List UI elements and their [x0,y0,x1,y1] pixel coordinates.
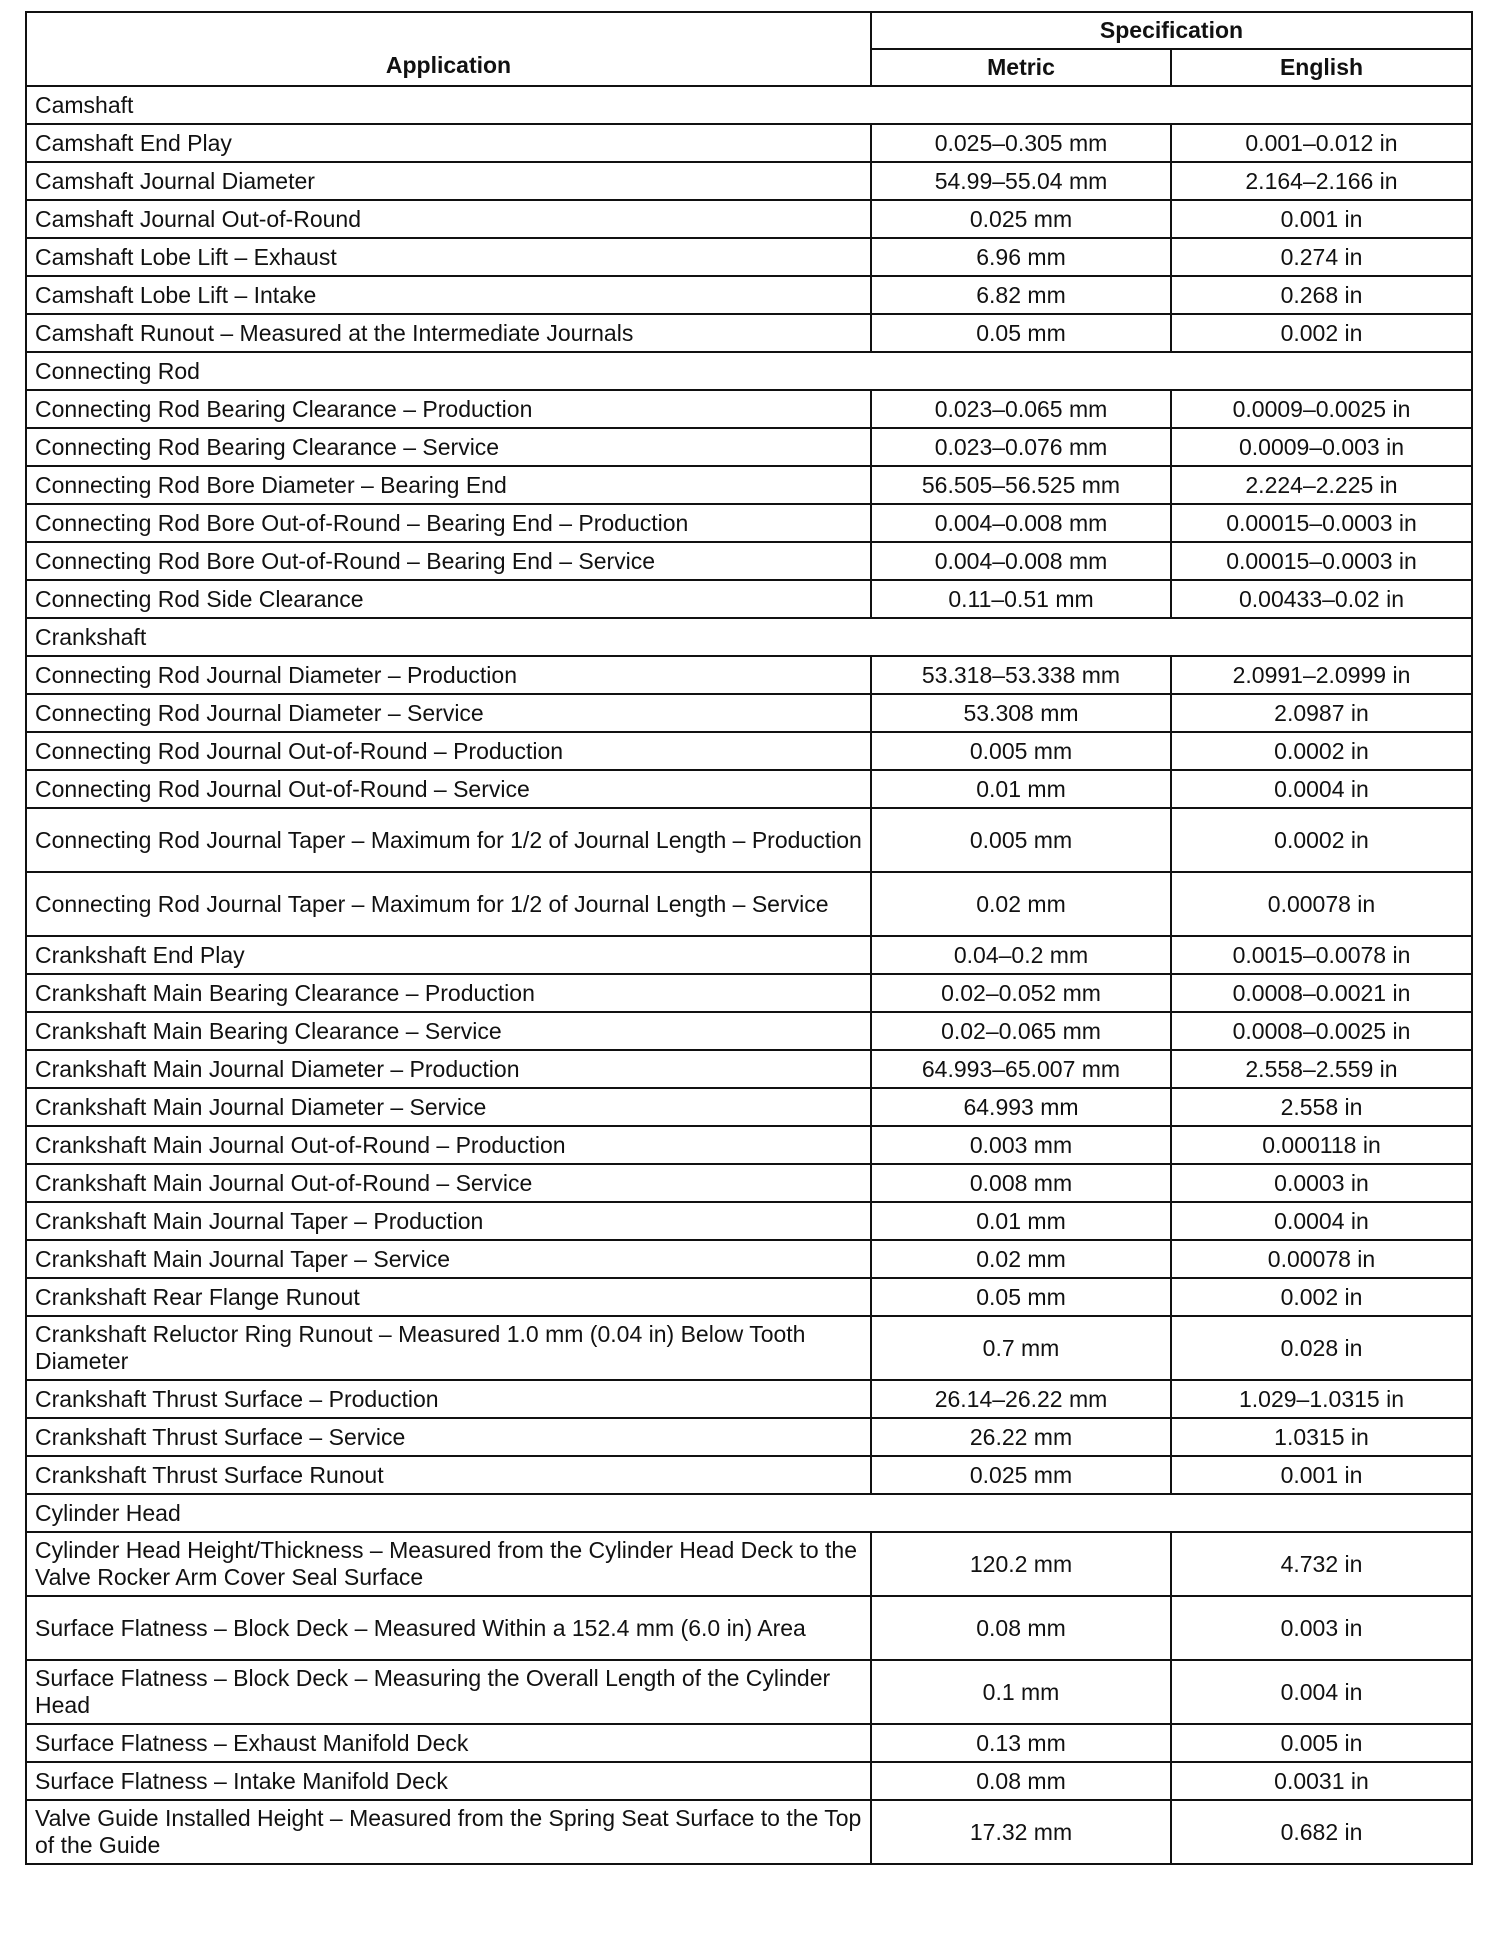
application-cell: Connecting Rod Bore Diameter – Bearing End [26,466,871,504]
table-row [26,580,1472,618]
metric-header: Metric [871,49,1171,86]
metric-cell: 17.32 mm [871,1800,1171,1864]
application-cell: Crankshaft Main Journal Diameter – Production [26,1050,871,1088]
table-row [26,1088,1472,1126]
application-cell: Connecting Rod Bore Out-of-Round – Bearing End – Service [26,542,871,580]
table-row [26,1418,1472,1456]
application-cell: Surface Flatness – Intake Manifold Deck [26,1762,871,1800]
table-row [26,1278,1472,1316]
section-title: Camshaft [26,86,1472,124]
section-title: Connecting Rod [26,352,1472,390]
metric-cell: 0.004–0.008 mm [871,542,1171,580]
application-cell: Crankshaft Main Bearing Clearance – Service [26,1012,871,1050]
application-cell: Camshaft Lobe Lift – Intake [26,276,871,314]
metric-cell: 0.023–0.076 mm [871,428,1171,466]
application-header: Application [26,12,871,86]
table-row [26,694,1472,732]
application-cell: Connecting Rod Journal Out-of-Round – Production [26,732,871,770]
table-row [26,732,1472,770]
table-row [26,162,1472,200]
application-cell: Connecting Rod Bore Out-of-Round – Bearing End – Production [26,504,871,542]
metric-cell: 26.14–26.22 mm [871,1380,1171,1418]
table-row [26,200,1472,238]
table-row [26,1202,1472,1240]
metric-cell: 0.01 mm [871,1202,1171,1240]
english-cell: 0.00078 in [1171,872,1472,936]
english-cell: 0.001 in [1171,200,1472,238]
metric-cell: 0.025–0.305 mm [871,124,1171,162]
metric-cell: 0.025 mm [871,1456,1171,1494]
application-cell: Connecting Rod Journal Taper – Maximum for 1/2 of Journal Length – Production [26,808,871,872]
table-row [26,314,1472,352]
english-cell: 1.0315 in [1171,1418,1472,1456]
english-cell: 0.0002 in [1171,808,1472,872]
section-row [26,618,1472,656]
english-cell: 0.0002 in [1171,732,1472,770]
application-cell: Connecting Rod Journal Out-of-Round – Service [26,770,871,808]
english-cell: 2.164–2.166 in [1171,162,1472,200]
metric-cell: 0.01 mm [871,770,1171,808]
table-body [26,86,1472,1864]
application-cell: Connecting Rod Journal Diameter – Production [26,656,871,694]
application-cell: Camshaft Journal Out-of-Round [26,200,871,238]
application-cell: Crankshaft Thrust Surface Runout [26,1456,871,1494]
english-cell: 0.0015–0.0078 in [1171,936,1472,974]
metric-cell: 56.505–56.525 mm [871,466,1171,504]
table-row [26,1240,1472,1278]
application-cell: Crankshaft Reluctor Ring Runout – Measured 1.0 mm (0.04 in) Below Tooth Diameter [26,1316,871,1380]
table-row [26,542,1472,580]
application-cell: Valve Guide Installed Height – Measured from the Spring Seat Surface to the Top of the Guide [26,1800,871,1864]
table-row [26,974,1472,1012]
english-cell: 0.0008–0.0021 in [1171,974,1472,1012]
application-cell: Crankshaft Main Journal Out-of-Round – Production [26,1126,871,1164]
table-row [26,808,1472,872]
english-cell: 0.0008–0.0025 in [1171,1012,1472,1050]
english-cell: 4.732 in [1171,1532,1472,1596]
metric-cell: 64.993–65.007 mm [871,1050,1171,1088]
table-row [26,124,1472,162]
english-cell: 0.001–0.012 in [1171,124,1472,162]
metric-cell: 0.008 mm [871,1164,1171,1202]
table-row [26,1800,1472,1864]
application-cell: Camshaft End Play [26,124,871,162]
metric-cell: 0.023–0.065 mm [871,390,1171,428]
metric-cell: 26.22 mm [871,1418,1171,1456]
application-cell: Connecting Rod Journal Diameter – Service [26,694,871,732]
specification-header: Specification [871,12,1472,49]
table-row [26,238,1472,276]
table-row [26,1532,1472,1596]
table-header [26,12,1472,86]
table-row [26,770,1472,808]
english-cell: 0.028 in [1171,1316,1472,1380]
metric-cell: 53.318–53.338 mm [871,656,1171,694]
section-row [26,1494,1472,1532]
section-row [26,86,1472,124]
table-row [26,872,1472,936]
metric-cell: 0.005 mm [871,732,1171,770]
table-row [26,466,1472,504]
english-cell: 0.268 in [1171,276,1472,314]
english-cell: 2.224–2.225 in [1171,466,1472,504]
metric-cell: 0.1 mm [871,1660,1171,1724]
metric-cell: 0.02 mm [871,872,1171,936]
metric-cell: 6.82 mm [871,276,1171,314]
section-title: Cylinder Head [26,1494,1472,1532]
application-cell: Crankshaft Thrust Surface – Production [26,1380,871,1418]
application-cell: Connecting Rod Journal Taper – Maximum for 1/2 of Journal Length – Service [26,872,871,936]
english-cell: 0.003 in [1171,1596,1472,1660]
english-cell: 0.002 in [1171,1278,1472,1316]
english-cell: 0.0004 in [1171,770,1472,808]
application-cell: Crankshaft Main Journal Taper – Production [26,1202,871,1240]
table-row [26,1596,1472,1660]
metric-cell: 0.7 mm [871,1316,1171,1380]
metric-cell: 0.003 mm [871,1126,1171,1164]
english-cell: 0.00015–0.0003 in [1171,542,1472,580]
application-cell: Crankshaft Main Journal Out-of-Round – Service [26,1164,871,1202]
application-cell: Crankshaft Main Bearing Clearance – Production [26,974,871,1012]
metric-cell: 0.13 mm [871,1724,1171,1762]
english-cell: 0.005 in [1171,1724,1472,1762]
table-row [26,1660,1472,1724]
english-cell: 0.00433–0.02 in [1171,580,1472,618]
english-cell: 0.682 in [1171,1800,1472,1864]
table-row [26,1164,1472,1202]
english-cell: 0.00078 in [1171,1240,1472,1278]
table-row [26,1456,1472,1494]
metric-cell: 0.04–0.2 mm [871,936,1171,974]
english-cell: 0.274 in [1171,238,1472,276]
english-cell: 0.001 in [1171,1456,1472,1494]
metric-cell: 0.02–0.052 mm [871,974,1171,1012]
metric-cell: 0.025 mm [871,200,1171,238]
table-row [26,1126,1472,1164]
application-cell: Camshaft Journal Diameter [26,162,871,200]
application-cell: Crankshaft Main Journal Taper – Service [26,1240,871,1278]
specification-table [25,11,1473,1865]
application-cell: Crankshaft Rear Flange Runout [26,1278,871,1316]
english-cell: 0.0003 in [1171,1164,1472,1202]
metric-cell: 0.08 mm [871,1596,1171,1660]
metric-cell: 0.11–0.51 mm [871,580,1171,618]
metric-cell: 0.08 mm [871,1762,1171,1800]
english-cell: 0.0009–0.003 in [1171,428,1472,466]
application-cell: Crankshaft Main Journal Diameter – Service [26,1088,871,1126]
application-cell: Crankshaft Thrust Surface – Service [26,1418,871,1456]
table-row [26,1012,1472,1050]
english-cell: 0.0009–0.0025 in [1171,390,1472,428]
table-row [26,276,1472,314]
english-cell: 0.00015–0.0003 in [1171,504,1472,542]
table-row [26,1724,1472,1762]
table-row [26,656,1472,694]
table-row [26,504,1472,542]
table-row [26,1762,1472,1800]
english-cell: 0.0031 in [1171,1762,1472,1800]
english-cell: 0.004 in [1171,1660,1472,1724]
application-cell: Connecting Rod Bearing Clearance – Service [26,428,871,466]
metric-cell: 120.2 mm [871,1532,1171,1596]
application-cell: Surface Flatness – Block Deck – Measuring the Overall Length of the Cylinder Head [26,1660,871,1724]
english-header: English [1171,49,1472,86]
application-cell: Crankshaft End Play [26,936,871,974]
metric-cell: 0.02 mm [871,1240,1171,1278]
english-cell: 2.558–2.559 in [1171,1050,1472,1088]
application-cell: Surface Flatness – Block Deck – Measured Within a 152.4 mm (6.0 in) Area [26,1596,871,1660]
table-row [26,1380,1472,1418]
table-row [26,428,1472,466]
english-cell: 2.558 in [1171,1088,1472,1126]
metric-cell: 0.004–0.008 mm [871,504,1171,542]
section-title: Crankshaft [26,618,1472,656]
metric-cell: 0.05 mm [871,314,1171,352]
metric-cell: 64.993 mm [871,1088,1171,1126]
metric-cell: 53.308 mm [871,694,1171,732]
section-row [26,352,1472,390]
table-row [26,390,1472,428]
english-cell: 2.0991–2.0999 in [1171,656,1472,694]
application-cell: Cylinder Head Height/Thickness – Measured from the Cylinder Head Deck to the Valve Rocker Arm Cover Seal Surface [26,1532,871,1596]
application-cell: Camshaft Runout – Measured at the Intermediate Journals [26,314,871,352]
metric-cell: 0.02–0.065 mm [871,1012,1171,1050]
application-cell: Camshaft Lobe Lift – Exhaust [26,238,871,276]
english-cell: 0.0004 in [1171,1202,1472,1240]
english-cell: 0.000118 in [1171,1126,1472,1164]
metric-cell: 0.005 mm [871,808,1171,872]
table-row [26,1050,1472,1088]
metric-cell: 54.99–55.04 mm [871,162,1171,200]
english-cell: 1.029–1.0315 in [1171,1380,1472,1418]
metric-cell: 0.05 mm [871,1278,1171,1316]
english-cell: 0.002 in [1171,314,1472,352]
table-row [26,1316,1472,1380]
metric-cell: 6.96 mm [871,238,1171,276]
application-cell: Connecting Rod Side Clearance [26,580,871,618]
table-row [26,936,1472,974]
english-cell: 2.0987 in [1171,694,1472,732]
application-cell: Surface Flatness – Exhaust Manifold Deck [26,1724,871,1762]
application-cell: Connecting Rod Bearing Clearance – Production [26,390,871,428]
